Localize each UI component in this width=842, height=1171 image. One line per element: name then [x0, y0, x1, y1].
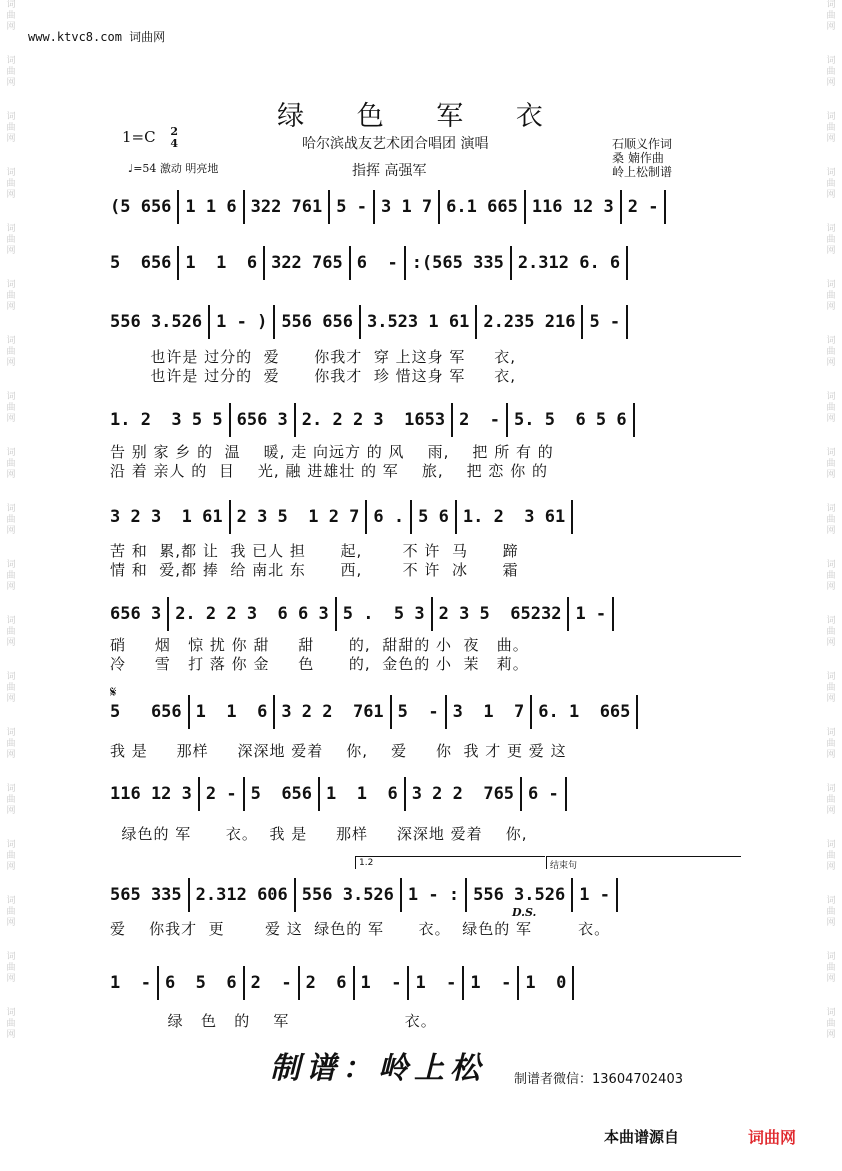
- watermark-text: 词 曲 网: [6, 112, 16, 144]
- measure: 556 3.526: [301, 885, 394, 905]
- barline: [510, 246, 512, 280]
- staff-row: [110, 777, 740, 811]
- key-label: 1=C: [122, 128, 156, 146]
- watermark-text: 词 曲 网: [6, 616, 16, 648]
- measure: 6.1 665: [446, 197, 518, 217]
- key-signature: [122, 126, 178, 150]
- source-label: 本曲谱源自: [604, 1128, 680, 1146]
- measure: 2. 2 2 3 1653: [301, 410, 446, 430]
- barline: [273, 305, 275, 339]
- measure: 5 656: [250, 784, 313, 804]
- barline: [349, 246, 351, 280]
- composer: 桑 婻作曲: [612, 151, 664, 165]
- barline: [445, 695, 447, 729]
- measure: 565 335: [110, 885, 182, 905]
- barline: [373, 190, 375, 224]
- watermark-text: 词 曲 网: [826, 112, 836, 144]
- barline: [263, 246, 265, 280]
- measure: 1 0: [525, 973, 567, 993]
- watermark-text: 词 曲 网: [6, 0, 16, 32]
- measure: 2 3 5 65232: [438, 604, 562, 624]
- performer: 哈尔滨战友艺术团合唱团 演唱: [302, 136, 489, 152]
- watermark-text: 词 曲 网: [6, 1008, 16, 1040]
- measure: 3 2 2 765: [411, 784, 515, 804]
- barline: [410, 500, 412, 534]
- watermark-text: 词 曲 网: [826, 784, 836, 816]
- barline: [581, 305, 583, 339]
- lyric-line: 爱 你我才 更 爱 这 绿色的 军 衣。 绿色的 军 衣。: [110, 920, 611, 938]
- watermark-text: 词 曲 网: [6, 784, 16, 816]
- barline: [567, 597, 569, 631]
- watermark-left: [0, 0, 22, 1171]
- measure: 5 656: [110, 702, 182, 722]
- barline: [353, 966, 355, 1000]
- barline: [404, 246, 406, 280]
- barline: [328, 190, 330, 224]
- lyric-line: 硝 烟 惊 扰 你 甜 甜 的, 甜甜的 小 夜 曲。: [110, 636, 529, 654]
- measure: 5. 5 6 5 6: [514, 410, 627, 430]
- measure: 556 3.526: [110, 312, 203, 332]
- measure: 5 -: [397, 702, 439, 722]
- watermark-text: 词 曲 网: [6, 504, 16, 536]
- credits: [612, 137, 672, 179]
- barline: [451, 403, 453, 437]
- watermark-text: 词 曲 网: [826, 448, 836, 480]
- barline: [318, 777, 320, 811]
- barline: [167, 597, 169, 631]
- measure: 1 - :: [407, 885, 460, 905]
- barline: [506, 403, 508, 437]
- watermark-text: 词 曲 网: [826, 504, 836, 536]
- barline: [177, 246, 179, 280]
- measure: 1 -: [470, 973, 512, 993]
- staff-row: [110, 190, 740, 224]
- measure: 1 1 6: [185, 253, 258, 273]
- barline: [243, 777, 245, 811]
- transcriber-signature: 制谱：岭上松: [270, 1051, 486, 1086]
- site-url[interactable]: www.ktvc8.com 词曲网: [28, 30, 166, 44]
- measure: :(565 335: [411, 253, 504, 273]
- measure: 556 656: [281, 312, 353, 332]
- conductor: 指挥 高强军: [352, 163, 427, 179]
- watermark-text: 词 曲 网: [6, 952, 16, 984]
- measure: 2 -: [250, 973, 292, 993]
- measure: 656 3: [236, 410, 288, 430]
- volta-first: 1.2: [355, 856, 545, 869]
- watermark-text: 词 曲 网: [826, 840, 836, 872]
- measure: 1 1 6: [326, 784, 398, 804]
- song-title: 绿 色 军 衣: [277, 101, 565, 132]
- watermark-text: 词 曲 网: [6, 336, 16, 368]
- lyric-line: 我 是 那样 深深地 爱着 你, 爱 你 我 才 更 爱 这: [110, 742, 567, 760]
- barline: [565, 777, 567, 811]
- measure: 656 3: [110, 604, 162, 624]
- watermark-text: 词 曲 网: [6, 560, 16, 592]
- tempo-marking: ♩=54 激动 明亮地: [128, 162, 219, 175]
- measure: 2 -: [205, 784, 237, 804]
- barline: [465, 878, 467, 912]
- watermark-text: 词 曲 网: [826, 0, 836, 32]
- watermark-text: 词 曲 网: [6, 392, 16, 424]
- measure: 2. 2 2 3 6 6 3: [175, 604, 329, 624]
- measure: 1 -: [360, 973, 402, 993]
- measure: 1 -: [415, 973, 457, 993]
- volta-ending: 结束句: [546, 856, 741, 869]
- barline: [294, 403, 296, 437]
- barline: [400, 878, 402, 912]
- barline: [438, 190, 440, 224]
- watermark-text: 词 曲 网: [826, 56, 836, 88]
- segno-sign: 𝄋: [110, 683, 117, 701]
- barline: [365, 500, 367, 534]
- measure: 3 2 3 1 61: [110, 507, 223, 527]
- barline: [243, 190, 245, 224]
- measure: 2 -: [459, 410, 501, 430]
- barline: [475, 305, 477, 339]
- barline: [626, 305, 628, 339]
- measure: 6. 1 665: [538, 702, 631, 722]
- measure: 5 . 5 3: [342, 604, 425, 624]
- measure: 5 6: [418, 507, 449, 527]
- lyric-line: 沿 着 亲人 的 目 光, 融 进雄壮 的 军 旅, 把 恋 你 的: [110, 462, 548, 480]
- measure: 2 3 5 1 2 7: [236, 507, 360, 527]
- barline: [524, 190, 526, 224]
- staff-row: [110, 878, 740, 912]
- watermark-text: 词 曲 网: [826, 896, 836, 928]
- barline: [177, 190, 179, 224]
- barline: [208, 305, 210, 339]
- lyric-line: 情 和 爱,都 捧 给 南北 东 西, 不 许 冰 霜: [110, 561, 519, 579]
- watermark-text: 词 曲 网: [826, 728, 836, 760]
- watermark-text: 词 曲 网: [6, 168, 16, 200]
- measure: 322 761: [250, 197, 323, 217]
- barline: [612, 597, 614, 631]
- measure: 322 765: [271, 253, 343, 273]
- measure: 3 1 7: [380, 197, 433, 217]
- barline: [229, 403, 231, 437]
- barline: [229, 500, 231, 534]
- lyric-line: 冷 雪 打 落 你 金 色 的, 金色的 小 茉 莉。: [110, 655, 529, 673]
- brand-logo[interactable]: 词曲网: [748, 1128, 797, 1147]
- barline: [390, 695, 392, 729]
- measure: 3 1 7: [452, 702, 525, 722]
- barline: [462, 966, 464, 1000]
- barline: [273, 695, 275, 729]
- measure: 1 - ): [216, 312, 268, 332]
- measure: 6 -: [356, 253, 398, 273]
- measure: 1 -: [110, 973, 151, 993]
- measure: 556 3.526: [473, 885, 566, 905]
- watermark-text: 词 曲 网: [826, 224, 836, 256]
- measure: 3 2 2 761: [281, 702, 384, 722]
- time-top: 2: [170, 125, 179, 138]
- measure: 1 -: [575, 604, 607, 624]
- measure: (5 656: [110, 197, 172, 217]
- barline: [571, 878, 573, 912]
- barline: [407, 966, 409, 1000]
- barline: [188, 878, 190, 912]
- barline: [620, 190, 622, 224]
- measure: 1 -: [579, 885, 610, 905]
- staff-row: [110, 246, 740, 280]
- watermark-text: 词 曲 网: [826, 392, 836, 424]
- lyric-line: 绿 色 的 军 衣。: [110, 1012, 437, 1030]
- barline: [157, 966, 159, 1000]
- watermark-text: 词 曲 网: [6, 448, 16, 480]
- barline: [298, 966, 300, 1000]
- barline: [626, 246, 628, 280]
- watermark-right: [820, 0, 842, 1171]
- barline: [243, 966, 245, 1000]
- lyric-line: 也许是 过分的 爱 你我才 珍 惜这身 军 衣,: [110, 367, 516, 385]
- watermark-text: 词 曲 网: [6, 672, 16, 704]
- staff-row: [110, 500, 740, 534]
- barline: [636, 695, 638, 729]
- barline: [633, 403, 635, 437]
- staff-row: [110, 597, 740, 631]
- barline: [530, 695, 532, 729]
- watermark-text: 词 曲 网: [6, 896, 16, 928]
- time-signature: [170, 126, 178, 150]
- transcriber: 岭上松制谱: [612, 165, 673, 179]
- lyric-line: 也许是 过分的 爱 你我才 穿 上这身 军 衣,: [110, 348, 516, 366]
- staff-row: [110, 966, 740, 1000]
- measure: 1 1 6: [195, 702, 268, 722]
- measure: 2.312 606: [195, 885, 288, 905]
- barline: [294, 878, 296, 912]
- barline: [335, 597, 337, 631]
- measure: 2.235 216: [483, 312, 576, 332]
- measure: 1. 2 3 5 5: [110, 410, 223, 430]
- ds-marking: D.S.: [512, 906, 537, 919]
- measure: 2 6: [305, 973, 347, 993]
- measure: 3.523 1 61: [366, 312, 470, 332]
- measure: 6 .: [373, 507, 405, 527]
- barline: [198, 777, 200, 811]
- barline: [359, 305, 361, 339]
- barline: [664, 190, 666, 224]
- lyric-line: 告 别 家 乡 的 温 暖, 走 向远方 的 风 雨, 把 所 有 的: [110, 443, 554, 461]
- barline: [455, 500, 457, 534]
- lyricist: 石顺义作词: [612, 137, 673, 151]
- time-bottom: 4: [170, 137, 179, 150]
- measure: 116 12 3: [531, 197, 614, 217]
- watermark-text: 词 曲 网: [6, 840, 16, 872]
- watermark-text: 词 曲 网: [6, 728, 16, 760]
- measure: 2.312 6. 6: [517, 253, 621, 273]
- measure: 5 656: [110, 253, 172, 273]
- wechat-contact: 制谱者微信：13604702403: [514, 1072, 683, 1087]
- watermark-text: 词 曲 网: [6, 224, 16, 256]
- barline: [616, 878, 618, 912]
- watermark-text: 词 曲 网: [6, 56, 16, 88]
- measure: 116 12 3: [110, 784, 192, 804]
- staff-row: [110, 305, 740, 339]
- barline: [431, 597, 433, 631]
- watermark-text: 词 曲 网: [826, 616, 836, 648]
- lyric-line: 绿色的 军 衣。 我 是 那样 深深地 爱着 你,: [110, 825, 528, 843]
- watermark-text: 词 曲 网: [826, 560, 836, 592]
- measure: 5 -: [589, 312, 621, 332]
- barline: [404, 777, 406, 811]
- watermark-text: 词 曲 网: [6, 280, 16, 312]
- staff-row: [110, 403, 740, 437]
- barline: [517, 966, 519, 1000]
- watermark-text: 词 曲 网: [826, 280, 836, 312]
- watermark-text: 词 曲 网: [826, 952, 836, 984]
- watermark-text: 词 曲 网: [826, 336, 836, 368]
- watermark-text: 词 曲 网: [826, 168, 836, 200]
- lyric-line: 苦 和 累,都 让 我 已人 担 起, 不 许 马 蹄: [110, 542, 519, 560]
- staff-row: [110, 695, 740, 729]
- barline: [572, 966, 574, 1000]
- measure: 2 -: [627, 197, 659, 217]
- measure: 5 -: [336, 197, 367, 217]
- measure: 1 1 6: [185, 197, 237, 217]
- measure: 6 -: [528, 784, 559, 804]
- barline: [520, 777, 522, 811]
- measure: 6 5 6: [164, 973, 237, 993]
- watermark-text: 词 曲 网: [826, 1008, 836, 1040]
- barline: [188, 695, 190, 729]
- measure: 1. 2 3 61: [462, 507, 566, 527]
- barline: [571, 500, 573, 534]
- watermark-text: 词 曲 网: [826, 672, 836, 704]
